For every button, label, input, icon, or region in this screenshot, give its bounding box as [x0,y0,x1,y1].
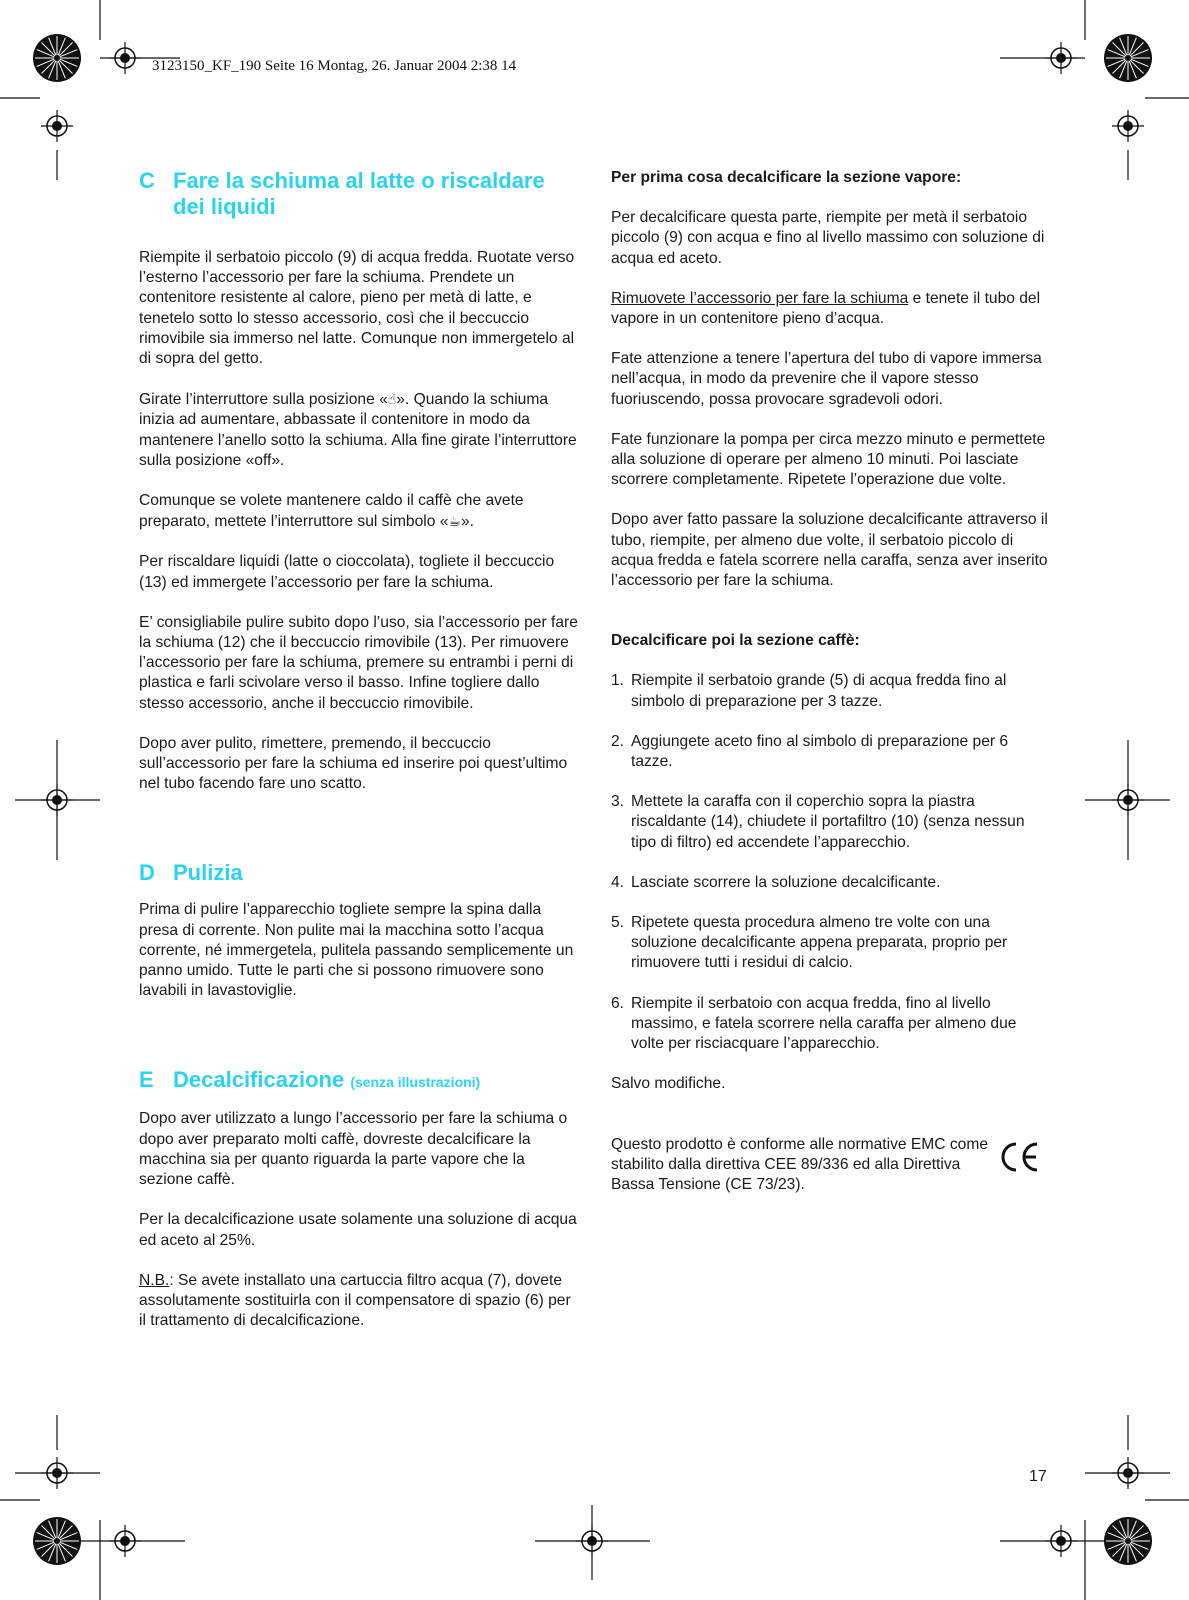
step-number: 3. [611,793,625,811]
text: : Se avete installato una cartuccia filtro acqua (7), dovete assolutamente sostituirla con il compensatore di spazio (6) per il trattamento di decalcificazione. [139,1271,571,1330]
section-c-heading [139,168,579,220]
section-d-heading [139,860,579,886]
section-title: Pulizia [173,860,243,886]
registration-burst-icon [33,34,81,82]
registration-burst-icon [1104,1517,1152,1565]
paragraph: Riempite il serbatoio piccolo (9) di acqua fredda. Ruotate verso l’esterno l’accessorio per fare la schiuma. Prendete un contenitore resistente al calore, pieno per metà di latte, e tenetelo sotto lo stesso accessorio, così che il beccuccio rimovibile sia immerso nel latte. Comunque non immergetelo al di sopra del getto. [139,249,575,368]
paragraph: Fate funzionare la pompa per circa mezzo minuto e permettete alla soluzione di operare per almeno 10 minuti. Poi lasciate scorrere completamente. Ripetete l’operazione due volte. [611,430,1046,489]
registration-burst-icon [1104,34,1152,82]
section-letter: C [139,168,155,193]
text: e tenete il tubo del vapore in un contenitore pieno d’acqua. [611,289,1041,328]
step-text: Mettete la caraffa con il coperchio sopra la piastra riscaldante (14), chiudete il portafiltro (10) (senza nessun tipo di filtro) ed accendete l’apparecchio. [631,793,1025,851]
list-item [611,671,1051,711]
paragraph: Dopo aver utilizzato a lungo l’accessorio per fare la schiuma o dopo aver preparato molti caffè, dovreste decalcificare la macchina sia per quanto riguarda la parte vapore che la sezione caffè. [139,1110,568,1189]
step-number: 5. [611,914,625,932]
step-number: 6. [611,994,625,1012]
paragraph [139,1271,579,1332]
text: Comunque se volete mantenere caldo il caffè che avete preparato, mettete l’interruttore sul simbolo « [139,492,524,531]
section-e-heading [139,1067,579,1095]
list-item [611,732,1051,772]
paragraph: Per riscaldare liquidi (latte o cioccolata), togliete il beccuccio (13) ed immergete l’accessorio per fare la schiuma. [139,553,555,591]
page-number: 17 [1029,1468,1047,1485]
coffee-cup-icon: ☕ [448,513,461,530]
list-item [611,792,1051,853]
section-letter: D [139,860,155,886]
paragraph [139,491,579,532]
subheading-coffee: Decalcificare poi la sezione caffè: [611,632,860,650]
ce-mark-icon [997,1139,1041,1175]
step-text: Lasciate scorrere la soluzione decalcificante. [631,873,941,891]
crosshair-icon [1112,110,1144,142]
right-column [611,168,1051,1195]
paragraph: Questo prodotto è conforme alle normative EMC come stabilito dalla direttiva CEE 89/336 ed alla Direttiva Bassa Tensione (CE 73/23). [611,1135,989,1193]
step-number: 2. [611,732,625,750]
list-item [611,994,1051,1055]
text: ». [461,513,475,531]
step-number: 4. [611,873,625,891]
paragraph: Fate attenzione a tenere l’apertura del tubo di vapore immersa nell’acqua, in modo da prevenire che il vapore stesso fuoriuscendo, possa provocare sgradevoli odori. [611,350,1042,408]
step-text: Riempite il serbatoio con acqua fredda, fino al livello massimo, e fatela scorrere nella caraffa per almeno due volte per risciacquare l’apparecchio. [631,994,1017,1053]
underlined-text: Rimuovete l’accessorio per fare la schiuma [611,289,909,307]
section-letter: E [139,1067,154,1093]
print-slug: 3123150_KF_190 Seite 16 Montag, 26. Januar 2004 2:38 14 [152,58,517,74]
step-text: Aggiungete aceto fino al simbolo di preparazione per 6 tazze. [631,732,1009,771]
note-label: N.B. [139,1271,170,1289]
paragraph: E’ consigliabile pulire subito dopo l’uso, sia l’accessorio per fare la schiuma (12) che il beccuccio rimovibile (13). Per rimuovere l’accessorio per fare la schiuma, premere su entrambi i perni di plastica e farli scivolare verso il basso. Infine togliere dallo stesso accessorio, anche il beccuccio rimovibile. [139,613,578,712]
section-title-note: (senza illustrazioni) [350,1074,481,1091]
paragraph: Per decalcificare questa parte, riempite per metà il serbatoio piccolo (9) con acqua e fino al livello massimo con soluzione di acqua ed aceto. [611,209,1045,267]
steam-hand-icon: ☝ [387,391,397,408]
section-title: Decalcificazione [173,1067,345,1093]
paragraph: Dopo aver pulito, rimettere, premendo, il beccuccio sull’accessorio per fare la schiuma ed inserire poi quest’ultimo nel tubo facendo fare uno scatto. [139,734,568,793]
step-text: Ripetete questa procedura almeno tre volte con una soluzione decalcificante appena preparata, proprio per rimuovere tutti i residui di calcio. [631,914,1008,972]
paragraph: Prima di pulire l’apparecchio togliete sempre la spina dalla presa di corrente. Non pulite mai la macchina sotto l’acqua corrente, né immergetela, pulitela passando semplicemente un panno umido. Tutte le parti che si possono rimuovere sono lavabili in lavastoviglie. [139,901,574,1000]
text: Girate l’interruttore sulla posizione « [139,391,388,409]
step-number: 1. [611,672,625,690]
crosshair-icon [41,110,73,142]
registration-burst-icon [33,1517,81,1565]
paragraph: Salvo modifiche. [611,1075,726,1093]
paragraph [611,289,1051,329]
paragraph: Per la decalcificazione usate solamente una soluzione di acqua ed aceto al 25%. [139,1211,577,1249]
subheading-steam: Per prima cosa decalcificare la sezione vapore: [611,169,962,186]
step-text: Riempite il serbatoio grande (5) di acqua fredda fino al simbolo di preparazione per 3 tazze. [631,672,1007,710]
left-column [139,168,579,1331]
list-item [611,873,1051,893]
steps-list [611,671,1051,1054]
section-title: Fare la schiuma al latte o riscaldare dei liquidi [173,168,545,219]
ce-compliance [611,1135,1051,1196]
paragraph: Dopo aver fatto passare la soluzione decalcificante attraverso il tubo, riempite, per almeno due volte, il serbatoio piccolo di acqua fredda e fatela scorrere nella caraffa, senza aver inserito l’accessorio per fare la schiuma. [611,511,1048,590]
text: ». Quando la schiuma inizia ad aumentare, abbassate il contenitore in modo da mantenere l’anello sotto la schiuma. Alla fine girate l’interruttore sulla posizione «off». [139,391,577,469]
list-item [611,913,1051,974]
paragraph [139,389,579,471]
